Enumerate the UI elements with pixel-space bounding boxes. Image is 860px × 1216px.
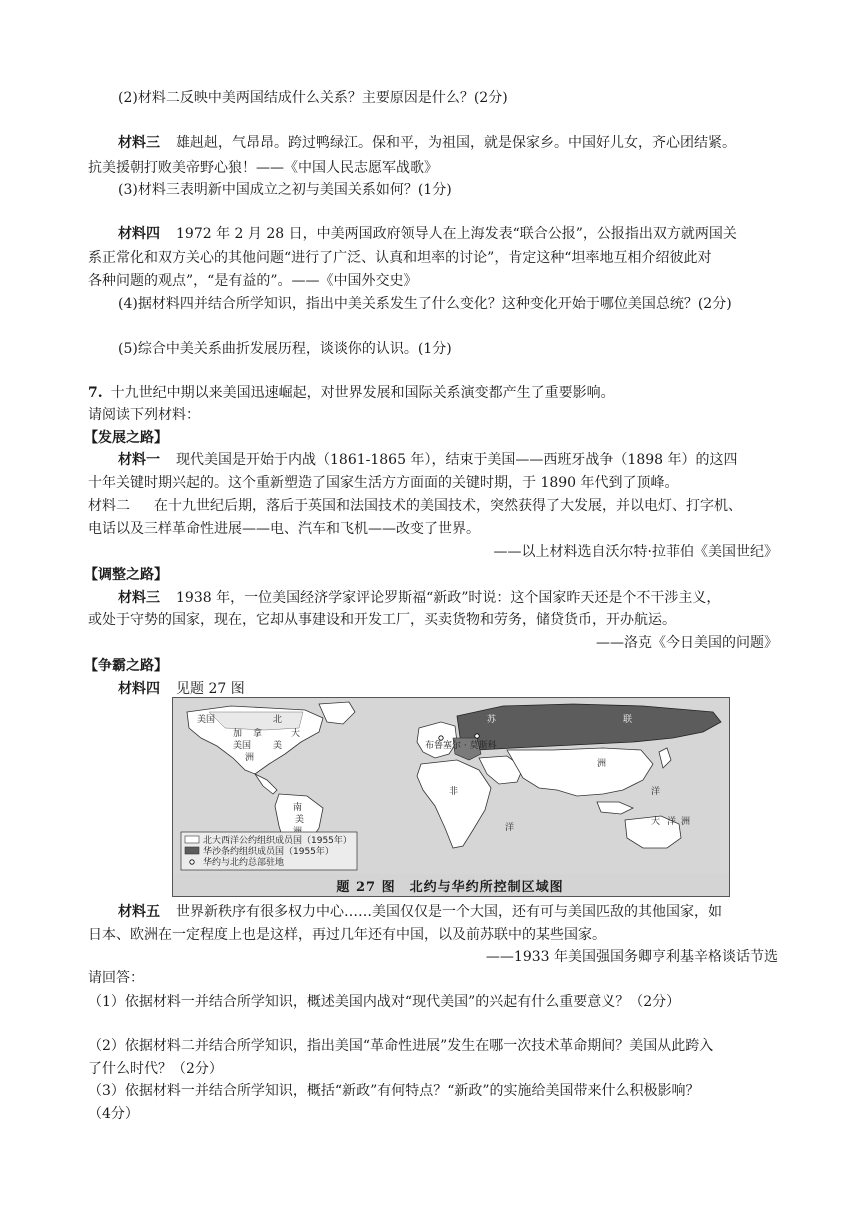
q7-material-5-source: ——1933 年美国强国务卿亨利基辛格谈话节选	[485, 949, 778, 965]
section-development: 【发展之路】	[84, 430, 168, 446]
world-map-svg	[173, 698, 729, 874]
q7-material-5-line2: 日本、欧洲在一定程度上也是这样，再过几年还有中国，以及前苏联中的某些国家。	[88, 927, 606, 943]
map-label: 大	[291, 729, 301, 739]
material-label: 材料四	[118, 226, 160, 242]
q7-material-5	[118, 902, 722, 922]
map-label: 洋	[651, 787, 661, 797]
map-label: 加	[233, 729, 243, 739]
material-label: 材料五	[118, 904, 160, 920]
material-label: 材料四	[118, 681, 160, 697]
material-label: 材料三	[118, 135, 160, 151]
map-label: 洲	[681, 817, 691, 827]
q7-material-3-source: ——洛克《今日美国的问题》	[596, 635, 778, 651]
q7-sub-question-3: （3）依据材料一并结合所学知识，概括“新政”有何特点？“新政”的实施给美国带来什么积极影响？	[88, 1083, 700, 1099]
map-caption: 题 27 图 北约与华约所控制区域图	[336, 880, 564, 895]
material-text: 1938 年，一位美国经济学家评论罗斯福“新政”时说：这个国家昨天还是个不干涉主义，	[176, 590, 721, 606]
q7-material-3	[118, 588, 720, 608]
q7-material-1-2-source: ——以上材料选自沃尔特·拉菲伯《美国世纪》	[493, 544, 778, 560]
question-number: 7.	[88, 385, 103, 401]
material-text: 在十九世纪后期，落后于英国和法国技术的美国技术，突然获得了大发展，并以电灯、打字机、	[154, 498, 742, 514]
material-label: 材料一	[118, 452, 160, 468]
q7-intro	[88, 383, 615, 403]
q7-material-2-line2: 电话以及三样革命性进展——电、汽车和飞机——改变了世界。	[88, 521, 480, 537]
q7-sub-question-1: （1）依据材料一并结合所学知识，概述美国内战对“现代美国”的兴起有什么重要意义？（2分）	[88, 994, 681, 1010]
q6-material-3-line2: 抗美援朝打败美帝野心狼！——《中国人民志愿军战歌》	[88, 160, 438, 176]
q7-material-1-line2: 十年关键时期兴起的。这个重新塑造了国家生活方方面面的关键时期，于 1890 年代到了顶峰。	[88, 475, 679, 491]
legend-swatch-hq	[190, 860, 194, 864]
q6-material-3	[118, 133, 736, 153]
map-label: 大	[651, 817, 661, 827]
q6-material-4-line3: 各种问题的观点”，“是有益的”。——《中国外交史》	[88, 273, 418, 289]
material-text: 见题 27 图	[176, 681, 245, 697]
map-label-soviet: 联	[623, 715, 633, 725]
section-adjustment: 【调整之路】	[84, 567, 168, 583]
material-text: 世界新秩序有很多权力中心……美国仅仅是一个大国，还有可与美国匹敌的其他国家，如	[176, 904, 722, 920]
map-label: 非	[449, 787, 459, 797]
q6-material-4	[118, 224, 737, 244]
map-label: 洲	[245, 753, 255, 763]
nato-hq-marker	[439, 736, 443, 740]
q6-sub-question-4: (4)据材料四并结合所学知识，指出中美关系发生了什么变化？这种变化开始于哪位美国总统？(2分)	[118, 296, 732, 312]
legend-swatch-nato	[185, 836, 199, 843]
map-label: 南	[293, 803, 303, 813]
q7-material-3-line2: 或处于守势的国家，现在，它却从事建设和开发工厂，买卖货物和劳务，储贷货币，开办航运。	[88, 612, 676, 628]
question-intro: 十九世纪中期以来美国迅速崛起，对世界发展和国际关系演变都产生了重要影响。	[110, 385, 615, 401]
legend-label-warsaw: 华沙条约组织成员国（1955年）	[203, 847, 334, 857]
map-label: 美国	[233, 741, 252, 751]
q7-sub-question-3-line2: （4分）	[88, 1106, 139, 1122]
material-text: 雄赳赳，气昂昂。跨过鸭绿江。保和平，为祖国，就是保家乡。中国好儿女，齐心团结紧。	[176, 135, 736, 151]
q7-material-1	[118, 450, 738, 470]
q7-material-2	[88, 496, 742, 516]
map-label: 美	[273, 741, 283, 751]
legend-label-hq: 华约与北约总部驻地	[203, 858, 285, 868]
nato-warsaw-map	[172, 697, 730, 897]
legend-swatch-warsaw	[185, 847, 199, 854]
map-label: 拿	[253, 729, 263, 739]
map-label: 洋	[505, 823, 515, 833]
q7-read-instruction: 请阅读下列材料：	[88, 407, 200, 423]
q7-material-4	[118, 679, 245, 699]
q7-sub-question-2-line2: 了什么时代？（2分）	[88, 1061, 223, 1077]
map-label-us-tag: 美国	[197, 715, 216, 725]
material-text: 1972 年 2 月 28 日，中美两国政府领导人在上海发表“联合公报”，公报指出双方就两国关	[176, 226, 737, 242]
material-text: 现代美国是开始于内战（1861-1865 年），结束于美国——西班牙战争（1898 年）的这四	[176, 452, 738, 468]
q6-sub-question-3: (3)材料三表明新中国成立之初与美国关系如何？(1分)	[118, 182, 452, 198]
map-label: 洋	[667, 817, 677, 827]
q7-answer-prompt: 请回答：	[88, 970, 144, 986]
map-label-soviet: 苏	[487, 715, 497, 725]
material-label: 材料二	[88, 498, 130, 514]
material-label: 材料三	[118, 590, 160, 606]
q7-sub-question-2: （2）依据材料二并结合所学知识，指出美国“革命性进展”发生在哪一次技术革命期间？美国从此跨入	[88, 1038, 714, 1054]
legend-label-nato: 北大西洋公约组织成员国（1955年）	[203, 836, 352, 846]
map-label: 北	[273, 715, 283, 725]
q6-sub-question-2: (2)材料二反映中美两国结成什么关系？主要原因是什么？(2分)	[118, 90, 508, 106]
q6-material-4-line2: 系正常化和双方关心的其他问题“进行了广泛、认真和坦率的讨论”，肯定这种“坦率地互相介绍彼此对	[88, 250, 712, 266]
q6-sub-question-5: (5)综合中美关系曲折发展历程，谈谈你的认识。(1分)	[118, 341, 452, 357]
section-hegemony: 【争霸之路】	[84, 658, 168, 674]
warsaw-hq-marker	[475, 734, 479, 738]
map-label: 美	[295, 815, 305, 825]
map-label: 洲	[597, 759, 607, 769]
map-legend	[181, 832, 357, 870]
map-label-europe: 布鲁塞尔 · 莫斯科	[425, 741, 497, 751]
